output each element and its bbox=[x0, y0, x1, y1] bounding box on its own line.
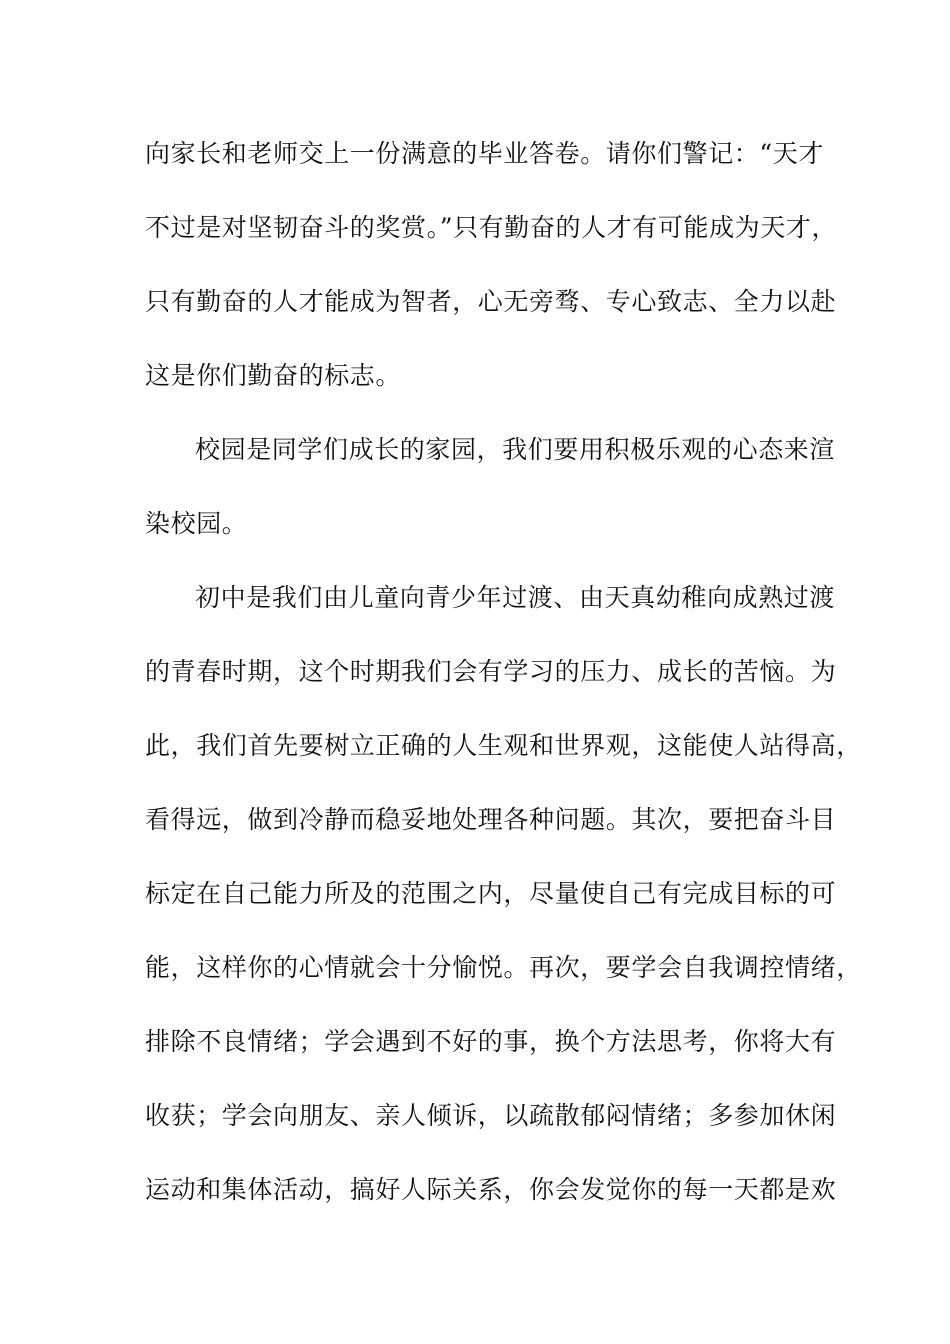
text-line-3: 只有勤奋的人才能成为智者，心无旁骛、专心致志、全力以赴 bbox=[145, 287, 837, 316]
text-line-15: 运动和集体活动，搞好人际关系，你会发觉你的每一天都是欢 bbox=[145, 1175, 837, 1204]
text-line-7: 初中是我们由儿童向青少年过渡、由天真幼稚向成熟过渡 bbox=[195, 583, 836, 612]
text-line-5: 校园是同学们成长的家园，我们要用积极乐观的心态来渲 bbox=[195, 435, 836, 464]
text-line-1: 向家长和老师交上一份满意的毕业答卷。请你们警记：“天才 bbox=[145, 139, 824, 168]
text-line-2: 不过是对坚韧奋斗的奖赏。”只有勤奋的人才有可能成为天才， bbox=[145, 213, 838, 242]
text-line-8: 的青春时期，这个时期我们会有学习的压力、成长的苦恼。为 bbox=[145, 657, 837, 686]
text-line-4: 这是你们勤奋的标志。 bbox=[145, 361, 402, 390]
text-line-13: 排除不良情绪；学会遇到不好的事，换个方法思考，你将大有 bbox=[145, 1027, 837, 1056]
text-line-6: 染校园。 bbox=[145, 509, 248, 538]
text-line-11: 标定在自己能力所及的范围之内，尽量使自己有完成目标的可 bbox=[145, 879, 837, 908]
text-line-14: 收获；学会向朋友、亲人倾诉，以疏散郁闷情绪；多参加休闲 bbox=[145, 1101, 837, 1130]
text-line-10: 看得远，做到冷静而稳妥地处理各种问题。其次，要把奋斗目 bbox=[145, 805, 837, 834]
text-line-9: 此，我们首先要树立正确的人生观和世界观，这能使人站得高， bbox=[145, 731, 862, 760]
text-line-12: 能，这样你的心情就会十分愉悦。再次，要学会自我调控情绪， bbox=[145, 953, 862, 982]
